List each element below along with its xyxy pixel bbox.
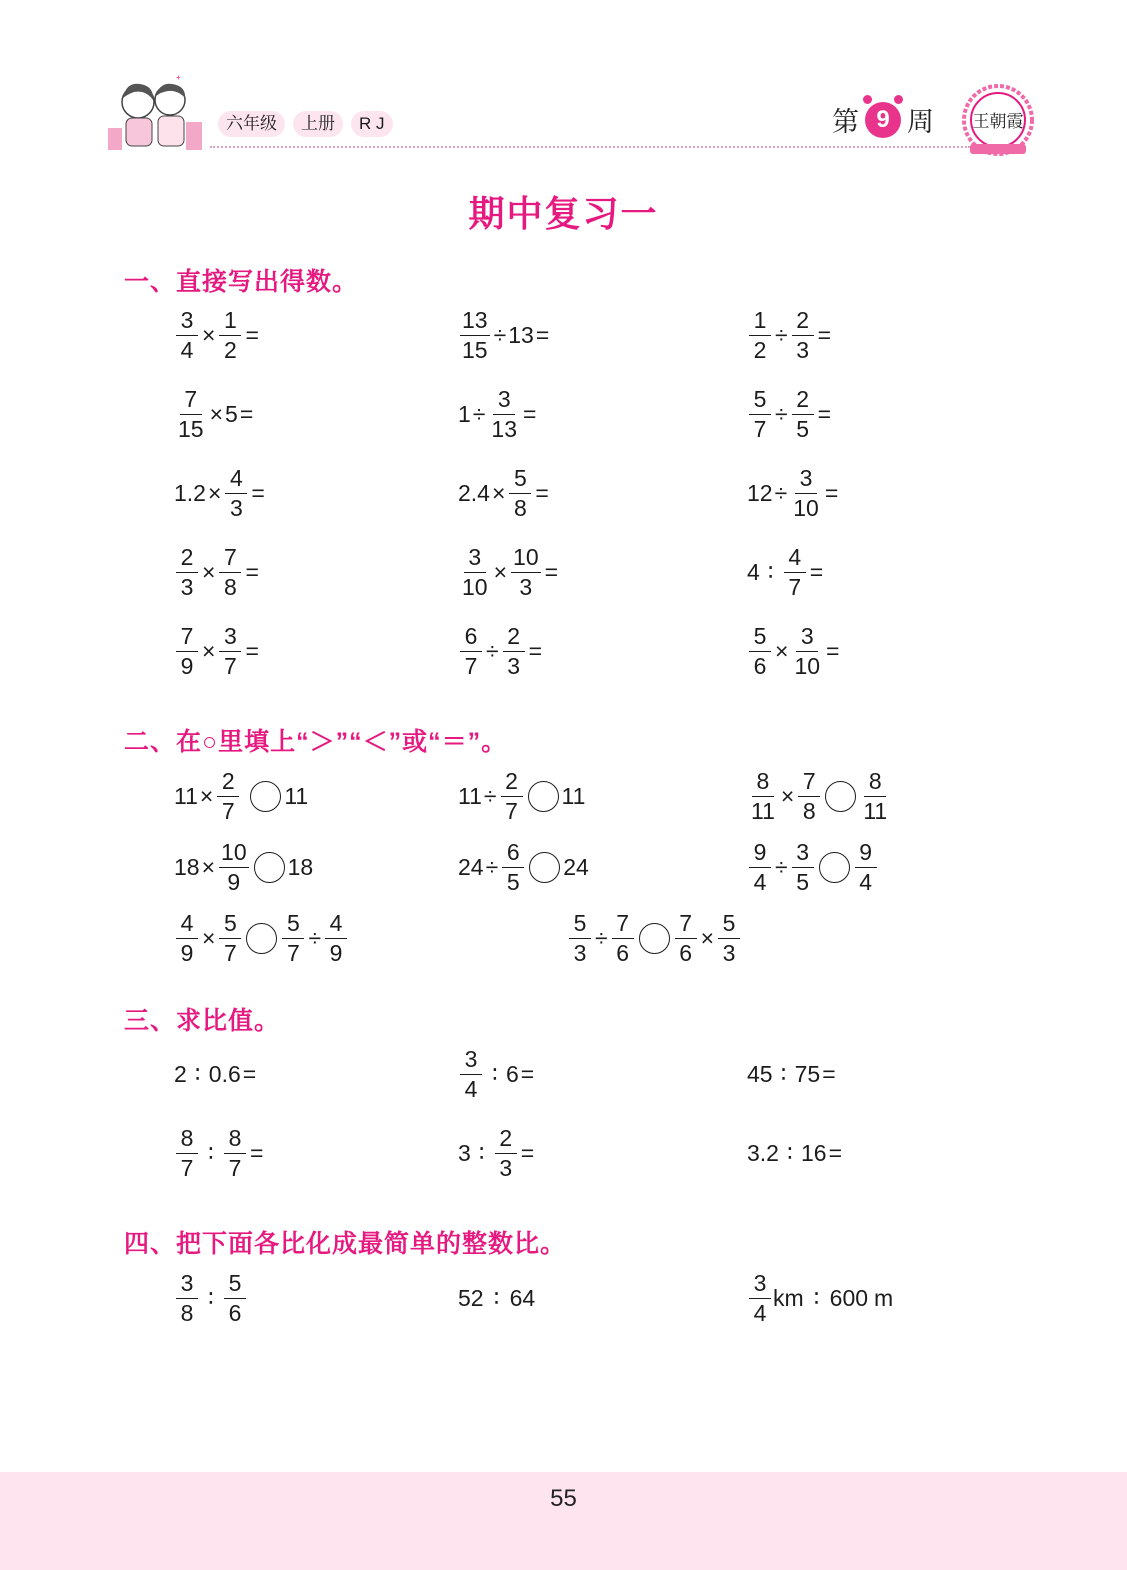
fraction: $\frac{5}{7}$ — [219, 912, 241, 965]
fraction: $\frac{5}{6}$ — [224, 1272, 246, 1325]
compare-2-2: 11 ÷ $\frac{2}{7}$ 11 — [458, 767, 586, 824]
answer-circle[interactable] — [639, 923, 670, 954]
fraction: $\frac{3}{8}$ — [176, 1272, 198, 1325]
ratio-3-4: $\frac{8}{7}$ ∶ $\frac{8}{7}$ = — [174, 1121, 265, 1185]
fraction: $\frac{10}{9}$ — [221, 838, 247, 895]
answer-circle[interactable] — [819, 852, 850, 883]
volume-tag: 上册 — [293, 111, 343, 137]
ratio-3-5: 3 ∶ $\frac{2}{3}$ = — [458, 1124, 535, 1181]
fraction: $\frac{3}{10}$ — [793, 464, 819, 521]
page-title: 期中复习一 — [468, 193, 659, 234]
fraction: $\frac{2}{3}$ — [495, 1127, 517, 1180]
fraction: $\frac{3}{10}$ — [462, 543, 488, 600]
problem-1-10: $\frac{2}{3}$ × $\frac{7}{8}$ = — [174, 540, 261, 604]
answer-circle[interactable] — [825, 781, 856, 812]
week-prefix: 第 — [832, 107, 859, 137]
fraction: $\frac{3}{13}$ — [491, 385, 518, 442]
answer-circle[interactable] — [246, 923, 277, 954]
fraction: $\frac{7}{8}$ — [219, 546, 241, 599]
section-1-title: 一、直接写出得数。 — [124, 268, 359, 296]
fraction: $\frac{9}{4}$ — [855, 841, 877, 894]
problem-1-14: $\frac{6}{7}$ ÷ $\frac{2}{3}$ = — [458, 619, 544, 683]
answer-circle[interactable] — [254, 852, 285, 883]
fraction: $\frac{7}{9}$ — [176, 625, 198, 678]
simplify-4-1: $\frac{3}{8}$ ∶ $\frac{5}{6}$ — [174, 1266, 248, 1330]
compare-2-6: $\frac{9}{4}$ ÷ $\frac{3}{5}$ $\frac{9}{4}$ — [747, 835, 879, 899]
problem-1-1: $\frac{3}{4}$ × $\frac{1}{2}$ = — [174, 303, 261, 367]
fraction: $\frac{2}{7}$ — [217, 770, 239, 823]
problem-1-15: $\frac{5}{6}$ × $\frac{3}{10}$ = — [747, 619, 841, 683]
problem-1-6: $\frac{5}{7}$ ÷ $\frac{2}{5}$ = — [747, 382, 833, 446]
header-divider — [210, 146, 970, 148]
fraction: $\frac{3}{7}$ — [219, 625, 241, 678]
fraction: $\frac{8}{11}$ — [863, 767, 888, 824]
answer-circle[interactable] — [529, 852, 560, 883]
fraction: $\frac{4}{3}$ — [225, 467, 247, 520]
ratio-3-3: 45 ∶ 75 = — [747, 1060, 836, 1087]
grade-tag: 六年级 — [218, 111, 285, 137]
fraction: $\frac{7}{15}$ — [178, 385, 204, 442]
ratio-3-6: 3.2 ∶ 16 = — [747, 1139, 843, 1166]
section-3-title: 三、求比值。 — [124, 1007, 281, 1035]
fraction: $\frac{5}{7}$ — [749, 388, 771, 441]
page-number: 55 — [550, 1485, 577, 1512]
week-indicator — [832, 100, 934, 139]
compare-2-7: $\frac{4}{9}$ × $\frac{5}{7}$ $\frac{5}{7}$ ÷ $\frac{4}{9}$ — [174, 906, 349, 970]
week-suffix: 周 — [907, 107, 934, 137]
problem-1-13: $\frac{7}{9}$ × $\frac{3}{7}$ = — [174, 619, 261, 683]
fraction: $\frac{5}{3}$ — [569, 912, 591, 965]
simplify-4-3: $\frac{3}{4}$ km ∶ 600 m — [747, 1266, 893, 1330]
compare-2-8: $\frac{5}{3}$ ÷ $\frac{7}{6}$ $\frac{7}{6}$ × $\frac{5}{3}$ — [567, 906, 742, 970]
fraction: $\frac{2}{3}$ — [503, 625, 525, 678]
ratio-3-1: 2 ∶ 0.6 = — [174, 1060, 257, 1087]
compare-2-1: 11 × $\frac{2}{7}$ 11 — [174, 767, 309, 824]
fraction: $\frac{8}{7}$ — [176, 1127, 198, 1180]
fraction: $\frac{3}{5}$ — [792, 841, 814, 894]
problem-1-12: 4 ∶ $\frac{4}{7}$ = — [747, 543, 824, 600]
week-number-badge: 9 — [865, 102, 901, 138]
fraction: $\frac{7}{6}$ — [612, 912, 634, 965]
problem-1-5: 1 ÷ $\frac{3}{13}$ = — [458, 385, 537, 442]
fraction: $\frac{2}{3}$ — [176, 546, 198, 599]
fraction: $\frac{5}{6}$ — [749, 625, 771, 678]
fraction: $\frac{6}{5}$ — [502, 841, 524, 894]
grade-tags — [218, 111, 393, 137]
fraction: $\frac{7}{8}$ — [798, 770, 820, 823]
fraction: $\frac{7}{6}$ — [675, 912, 697, 965]
fraction: $\frac{1}{2}$ — [219, 309, 241, 362]
fraction: $\frac{2}{7}$ — [501, 770, 523, 823]
fraction: $\frac{9}{4}$ — [749, 841, 771, 894]
compare-2-4: 18 × $\frac{10}{9}$ 18 — [174, 838, 314, 895]
problem-1-3: $\frac{1}{2}$ ÷ $\frac{2}{3}$ = — [747, 303, 833, 367]
compare-2-3: $\frac{8}{11}$ × $\frac{7}{8}$ $\frac{8}{11}$ — [751, 767, 888, 824]
problem-1-11: $\frac{3}{10}$ × $\frac{10}{3}$ = — [462, 543, 559, 600]
author-seal-icon — [960, 82, 1036, 158]
fraction: $\frac{8}{7}$ — [224, 1127, 246, 1180]
fraction: $\frac{5}{8}$ — [509, 467, 531, 520]
fraction: $\frac{3}{4}$ — [749, 1272, 771, 1325]
fraction: $\frac{3}{4}$ — [176, 309, 198, 362]
problem-1-2: $\frac{13}{15}$ ÷ 13 = — [462, 306, 550, 363]
fraction: $\frac{5}{3}$ — [718, 912, 740, 965]
edition-tag: R J — [351, 111, 393, 137]
svg-text:+: + — [176, 73, 181, 82]
fraction: $\frac{6}{7}$ — [460, 625, 482, 678]
kids-illustration-icon — [106, 72, 206, 156]
problem-1-8: 2.4 × $\frac{5}{8}$ = — [458, 464, 549, 521]
fraction: $\frac{1}{2}$ — [749, 309, 771, 362]
page-header — [0, 0, 1127, 170]
fraction: $\frac{4}{7}$ — [784, 546, 806, 599]
fraction: $\frac{3}{4}$ — [460, 1048, 482, 1101]
fraction: $\frac{13}{15}$ — [462, 306, 488, 363]
fraction: $\frac{4}{9}$ — [325, 912, 347, 965]
problem-1-9: 12 ÷ $\frac{3}{10}$ = — [747, 464, 839, 521]
answer-circle[interactable] — [250, 781, 281, 812]
simplify-4-2: 52 ∶ 64 — [458, 1284, 536, 1311]
fraction: $\frac{3}{10}$ — [794, 622, 821, 679]
fraction: $\frac{2}{3}$ — [792, 309, 814, 362]
problem-1-4: $\frac{7}{15}$ × 5 = — [178, 385, 254, 442]
section-2-title: 二、在○里填上“＞”“＜”或“＝”。 — [124, 728, 508, 756]
fraction: $\frac{4}{9}$ — [176, 912, 198, 965]
answer-circle[interactable] — [528, 781, 559, 812]
fraction: $\frac{8}{11}$ — [751, 767, 775, 824]
seal-text: 王朝霞 — [972, 112, 1024, 132]
fraction: $\frac{5}{7}$ — [282, 912, 304, 965]
fraction: $\frac{10}{3}$ — [513, 543, 539, 600]
compare-2-5: 24 ÷ $\frac{6}{5}$ 24 — [458, 838, 589, 895]
section-4-title: 四、把下面各比化成最简单的整数比。 — [124, 1230, 567, 1258]
ratio-3-2: $\frac{3}{4}$ ∶ 6 = — [458, 1042, 536, 1106]
problem-1-7: 1.2 × $\frac{4}{3}$ = — [174, 464, 265, 521]
fraction: $\frac{2}{5}$ — [792, 388, 814, 441]
